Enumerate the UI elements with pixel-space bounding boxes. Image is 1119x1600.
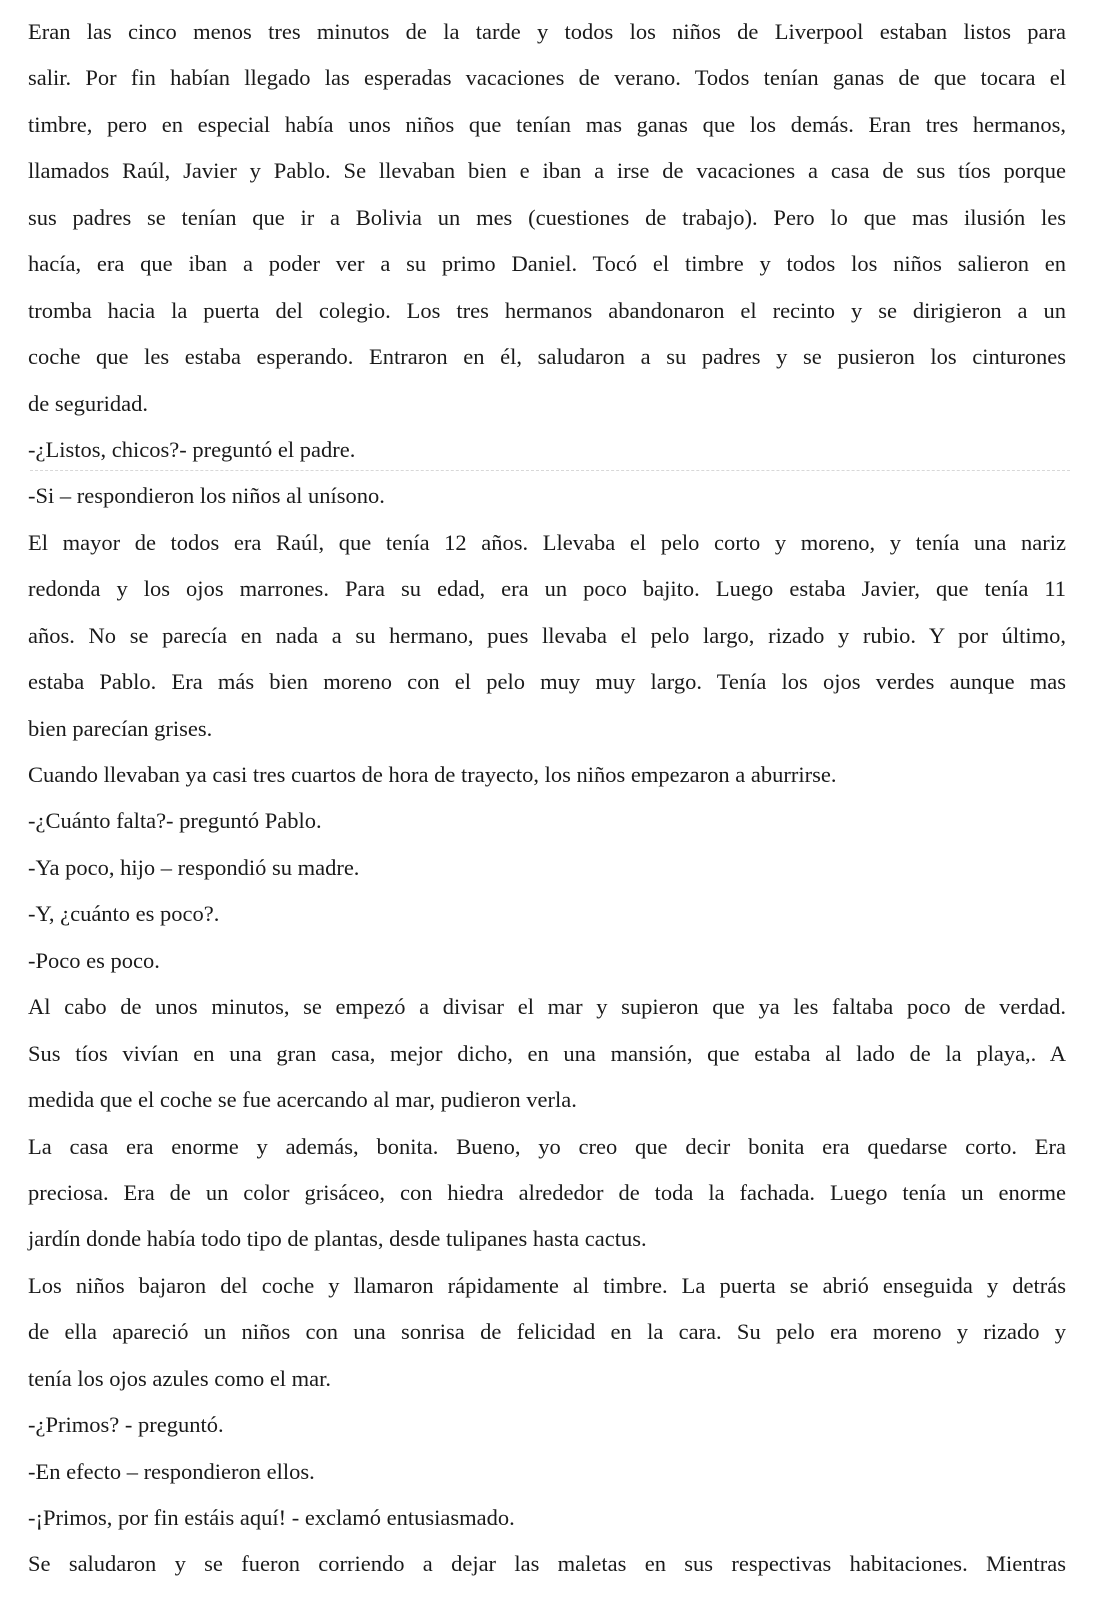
text-line: salir. Por fin habían llegado las esperadas vacaciones de verano. Todos tenían ganas de que tocara el [28, 65, 1066, 91]
paragraph [28, 798, 1066, 844]
text-line: estaba Pablo. Era más bien moreno con el pelo muy muy largo. Tenía los ojos verdes aunque mas [28, 669, 1066, 695]
text-line: -¿Listos, chicos?- preguntó el padre. [28, 436, 356, 462]
text-line: sus padres se tenían que ir a Bolivia un mes (cuestiones de trabajo). Pero lo que mas ilusión les [28, 204, 1066, 230]
text-line: Los niños bajaron del coche y llamaron rápidamente al timbre. La puerta se abrió enseguida y detrás [28, 1272, 1066, 1298]
text-line: -Ya poco, hijo – respondió su madre. [28, 854, 360, 880]
text-line: -Si – respondieron los niños al unísono. [28, 483, 385, 509]
paragraph [28, 845, 1066, 891]
text-line: Cuando llevaban ya casi tres cuartos de hora de trayecto, los niños empezaron a aburrirse. [28, 762, 837, 787]
paragraph [28, 984, 1066, 1123]
text-line: -¡Primos, por fin estáis aquí! - exclamó entusiasmado. [28, 1505, 515, 1530]
paragraph [28, 1402, 1066, 1448]
text-line: tenía los ojos azules como el mar. [28, 1365, 332, 1391]
text-line: de ella apareció un niños con una sonrisa de felicidad en la cara. Su pelo era moreno y rizado y [28, 1319, 1066, 1345]
document-body [28, 9, 1066, 1588]
text-line: Al cabo de unos minutos, se empezó a divisar el mar y supieron que ya les faltaba poco de verdad. [28, 994, 1066, 1020]
text-line: Sus tíos vivían en una gran casa, mejor dicho, en una mansión, que estaba al lado de la playa,. A [28, 1040, 1066, 1066]
paragraph [28, 1495, 1066, 1541]
text-line: tromba hacia la puerta del colegio. Los tres hermanos abandonaron el recinto y se dirigieron a un [28, 297, 1066, 323]
paragraph [28, 1449, 1066, 1495]
text-line: coche que les estaba esperando. Entraron en él, saludaron a su padres y se pusieron los cinturones [28, 344, 1066, 370]
paragraph [28, 1263, 1066, 1402]
text-line: Se saludaron y se fueron corriendo a dejar las maletas en sus respectivas habitaciones. Mientras [28, 1551, 1066, 1577]
paragraph [28, 1124, 1066, 1263]
paragraph [28, 752, 1066, 798]
paragraph [28, 520, 1066, 752]
paragraph [28, 427, 1066, 473]
text-line: -¿Cuánto falta?- preguntó Pablo. [28, 808, 322, 834]
text-line: La casa era enorme y además, bonita. Bueno, yo creo que decir bonita era quedarse corto. Era [28, 1133, 1066, 1159]
paragraph [28, 9, 1066, 427]
text-line: de seguridad. [28, 390, 148, 416]
paragraph [28, 1541, 1066, 1587]
text-line: redonda y los ojos marrones. Para su edad, era un poco bajito. Luego estaba Javier, que tenía 11 [28, 576, 1066, 602]
text-line: -¿Primos? - preguntó. [28, 1412, 224, 1438]
text-line: -Y, ¿cuánto es poco?. [28, 901, 220, 927]
text-line: medida que el coche se fue acercando al mar, pudieron verla. [28, 1087, 577, 1113]
text-line: llamados Raúl, Javier y Pablo. Se llevaban bien e iban a irse de vacaciones a casa de sus tíos porque [28, 158, 1066, 184]
text-line: El mayor de todos era Raúl, que tenía 12 años. Llevaba el pelo corto y moreno, y tenía una nariz [28, 529, 1066, 555]
text-line: años. No se parecía en nada a su hermano, pues llevaba el pelo largo, rizado y rubio. Y por último, [28, 622, 1066, 648]
text-line: timbre, pero en especial había unos niños que tenían mas ganas que los demás. Eran tres hermanos, [28, 111, 1066, 137]
text-line: Eran las cinco menos tres minutos de la tarde y todos los niños de Liverpool estaban listos para [28, 19, 1066, 44]
text-line: bien parecían grises. [28, 715, 213, 741]
text-line: -Poco es poco. [28, 947, 160, 973]
text-line: -En efecto – respondieron ellos. [28, 1458, 315, 1484]
text-line: hacía, era que iban a poder ver a su primo Daniel. Tocó el timbre y todos los niños salieron en [28, 251, 1066, 277]
text-line: preciosa. Era de un color grisáceo, con hiedra alrededor de toda la fachada. Luego tenía un enorme [28, 1179, 1066, 1205]
paragraph [28, 938, 1066, 984]
paragraph [28, 891, 1066, 937]
paragraph [28, 473, 1066, 519]
text-line: jardín donde había todo tipo de plantas, desde tulipanes hasta cactus. [28, 1226, 647, 1252]
